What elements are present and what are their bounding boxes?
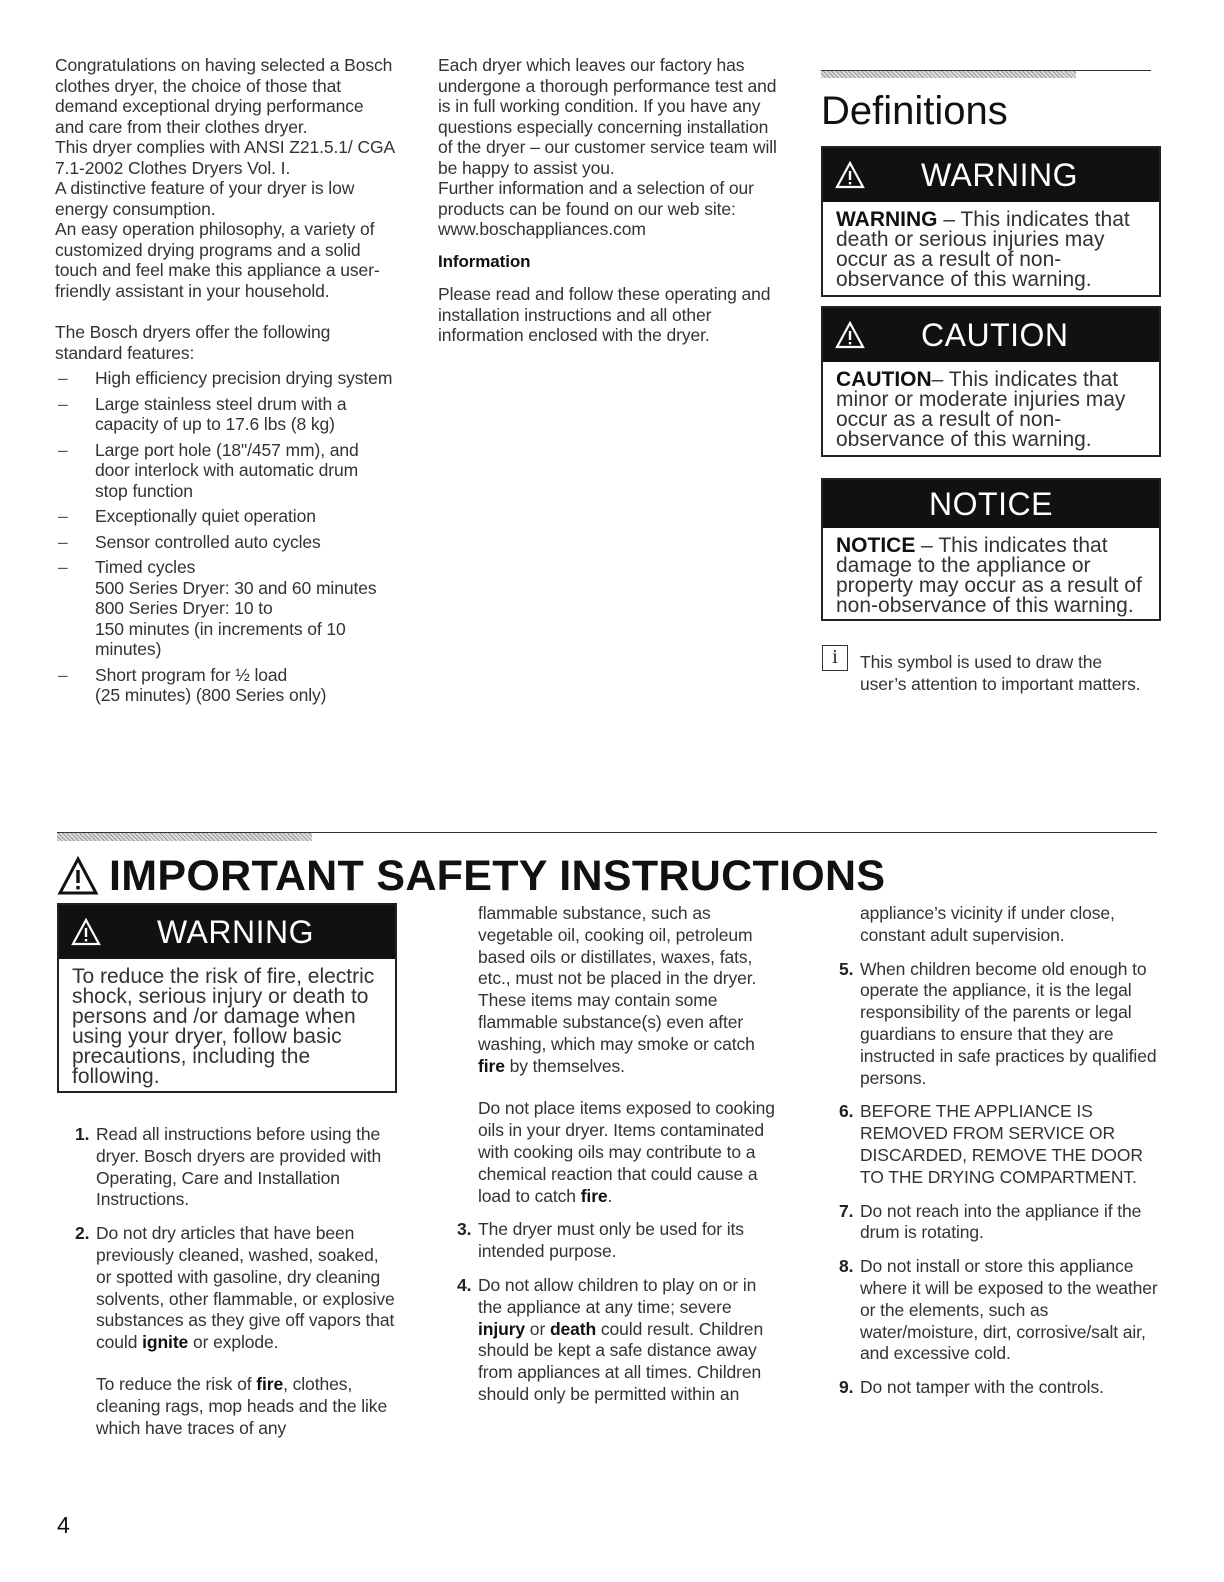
notice-label: NOTICE: [836, 534, 916, 557]
timed-cycles-title: – Timed cycles: [95, 557, 196, 577]
safety-warning-header: [59, 905, 395, 959]
notice-header: [823, 480, 1159, 528]
item-number: 5.: [839, 958, 854, 979]
item-text: Do not dry articles that have been previously cleaned, washed, soaked, or spotted with gasoline, dry cleaning solvents, other flammable, or explosive substances as they give off vapors that could: [96, 1223, 395, 1353]
item-text: could result. Children should be kept a safe distance away from appliances at all times. Children should only be permitted within an: [478, 1318, 764, 1404]
item-text: by themselves.: [504, 1055, 625, 1076]
safety-rule: [57, 832, 1157, 833]
safety-title-text: IMPORTANT SAFETY INSTRUCTIONS: [109, 852, 886, 900]
feature-item: – Exceptionally quiet operation: [55, 506, 395, 527]
item-number: 9.: [839, 1377, 854, 1398]
timed-cycles-800: 800 Series Dryer: 10 to: [95, 598, 273, 618]
timed-cycles-500: 500 Series Dryer: 30 and 60 minutes: [95, 577, 377, 598]
notice-text: – This indicates that damage to the appliance or property may occur as a result of non-observance of this warning.: [836, 534, 1142, 617]
item-text: Do not tamper with the controls.: [860, 1377, 1104, 1398]
item-2-continued-paragraph: [457, 903, 777, 1077]
item-text: flammable substance, such as vegetable oil, cooking oil, petroleum based oils or distillates, waxes, fats, etc., must not be placed in the dryer. These items may contain some flammable substance(s) even after washing, which may smoke or catch: [478, 903, 757, 1054]
safety-warning-box: [57, 903, 397, 1093]
item-text: Read all instructions before using the dryer. Bosch dryers are provided with Operating, Care and Installation Instructions.: [96, 1124, 382, 1210]
item-text: or explode.: [188, 1332, 279, 1353]
warning-label: WARNING: [836, 208, 938, 231]
item-number: 2.: [75, 1223, 90, 1244]
warning-text: – This indicates that death or serious injuries may occur as a result of non-observance of this warning.: [836, 208, 1130, 291]
feature-item: – Sensor controlled auto cycles: [55, 532, 395, 553]
item-text: or: [525, 1318, 550, 1339]
intro-left-column: [55, 55, 395, 706]
safety-title: [57, 852, 885, 900]
warning-definition-box: [821, 146, 1161, 297]
safety-item-5: [839, 959, 1159, 1090]
feature-item: – Large stainless steel drum with a capacity of up to 17.6 lbs (8 kg): [55, 394, 395, 435]
safety-item-9: [839, 1377, 1159, 1399]
information-heading: Information: [438, 251, 531, 271]
item-bold: injury: [478, 1318, 526, 1339]
safety-column-3: [839, 903, 1159, 1411]
features-intro: The Bosch dryers offer the following standard features:: [55, 322, 331, 363]
caution-text: – This indicates that minor or moderate injuries may occur as a result of non-observance of this warning.: [836, 368, 1126, 451]
safety-column-1: [75, 1124, 395, 1451]
caution-triangle-icon: [835, 320, 865, 350]
safety-item-6: [839, 1101, 1159, 1188]
item-2-continuation: [96, 1374, 395, 1439]
warning-header: [823, 148, 1159, 202]
intro-paragraph: Further information and a selection of our products can be found on our web site:: [438, 178, 754, 219]
notice-definition-box: [821, 478, 1161, 621]
item-bold: fire: [256, 1373, 284, 1394]
feature-item: – Large port hole (18"/457 mm), and door interlock with automatic drum stop function: [55, 440, 395, 502]
item-2-oil-paragraph: [457, 1098, 777, 1207]
caution-label: CAUTION: [836, 368, 932, 391]
item-text: .: [607, 1185, 613, 1206]
information-text: Please read and follow these operating and installation instructions and all other information enclosed with the dryer.: [438, 284, 771, 345]
item-text: To reduce the risk of: [96, 1373, 257, 1394]
caution-header-label: CAUTION: [921, 316, 1069, 353]
item-bold: fire: [580, 1185, 608, 1206]
caution-body: [823, 362, 1159, 454]
caution-definition-box: [821, 306, 1161, 457]
intro-paragraph: Congratulations on having selected a Bosch clothes dryer, the choice of those that demand exceptional drying performance and care from their clothes dryer.: [55, 55, 393, 137]
item-text: Do not allow children to play on or in the appliance at any time; severe: [478, 1274, 757, 1317]
timed-cycles-increments: 150 minutes (in increments of 10 minutes): [95, 618, 346, 659]
item-text: Do not install or store this appliance where it will be exposed to the weather or the elements, such as water/moisture, dirt, corrosive/salt air, and excessive cold.: [860, 1256, 1158, 1364]
item-bold: ignite: [142, 1332, 189, 1353]
notice-header-label: NOTICE: [929, 485, 1053, 522]
info-symbol-text: This symbol is used to draw the user’s attention to important matters.: [860, 652, 1141, 694]
item-text: Do not place items exposed to cooking oils in your dryer. Items contaminated with cooking oils may contribute to a chemical reaction that could cause a load to catch: [478, 1098, 775, 1206]
safety-item-1: [75, 1124, 395, 1211]
safety-item-3: [457, 1219, 777, 1263]
safety-warning-triangle-icon: [57, 856, 99, 896]
safety-warning-text: To reduce the risk of fire, electric shock, serious injury or death to persons and /or damage when using your dryer, follow basic precautions, including the following.: [72, 965, 375, 1088]
intro-paragraph: This dryer complies with ANSI Z21.5.1/ CGA 7.1-2002 Clothes Dryers Vol. I.: [55, 137, 395, 178]
item-bold: fire: [478, 1055, 505, 1076]
item-number: 8.: [839, 1256, 854, 1277]
intro-paragraph: A distinctive feature of your dryer is low energy consumption.: [55, 178, 355, 219]
intro-paragraph: Each dryer which leaves our factory has undergone a thorough performance test and is in full working condition. If you have any questions especially concerning installation of the dryer – our customer service team will be happy to assist you.: [438, 55, 777, 178]
definitions-rule: [821, 70, 1151, 71]
short-program-line: – Short program for ½ load: [95, 664, 288, 685]
warning-triangle-icon: [835, 160, 865, 190]
warning-header-label: WARNING: [921, 156, 1078, 193]
item-number: 3.: [457, 1219, 472, 1240]
info-symbol-icon: i: [822, 645, 848, 671]
notice-body: [823, 528, 1159, 620]
feature-item-short-program: [55, 665, 395, 706]
item-text: The dryer must only be used for its intended purpose.: [478, 1219, 744, 1262]
item-number: 6.: [839, 1101, 854, 1122]
safety-item-7: [839, 1201, 1159, 1245]
definitions-title: Definitions: [821, 89, 1008, 133]
safety-item-2: [75, 1223, 395, 1439]
website-link[interactable]: www.boschappliances.com: [438, 219, 646, 239]
item-text: When children become old enough to operate the appliance, it is the legal responsibility of the parents or legal guardians to ensure that they are instructed in safe practices by qualified persons.: [860, 958, 1157, 1088]
item-text: Do not reach into the appliance if the drum is rotating.: [860, 1200, 1142, 1243]
features-list: [55, 368, 395, 706]
item-text: BEFORE THE APPLIANCE IS REMOVED FROM SERVICE OR DISCARDED, REMOVE THE DOOR TO THE DRYING COMPARTMENT.: [860, 1101, 1143, 1187]
item-number: 1.: [75, 1124, 90, 1144]
safety-hatch-bar: [57, 833, 312, 841]
item-number: 4.: [457, 1274, 472, 1295]
intro-middle-column: [438, 55, 778, 346]
caution-header: [823, 308, 1159, 362]
safety-warning-header-label: WARNING: [157, 913, 314, 950]
feature-item: – High efficiency precision drying system: [55, 368, 395, 389]
item-text: , clothes, cleaning rags, mop heads and the like which have traces of any: [96, 1373, 388, 1438]
intro-paragraph: An easy operation philosophy, a variety of customized drying programs and a solid touch and feel make this appliance a user-friendly assistant in your household.: [55, 219, 380, 301]
safety-column-2: [457, 903, 777, 1418]
safety-item-8: [839, 1256, 1159, 1365]
page-number: 4: [57, 1512, 70, 1538]
item-4-continuation: appliance’s vicinity if under close, constant adult supervision.: [860, 903, 1115, 945]
definitions-hatch-bar: [821, 70, 1076, 78]
item-bold: death: [549, 1318, 597, 1339]
warning-body: [823, 202, 1159, 294]
safety-box-triangle-icon: [71, 917, 101, 947]
feature-item-timed-cycles: [55, 557, 395, 660]
item-number: 7.: [839, 1200, 854, 1221]
safety-item-4: [457, 1275, 777, 1406]
short-program-line: (25 minutes) (800 Series only): [95, 685, 327, 705]
